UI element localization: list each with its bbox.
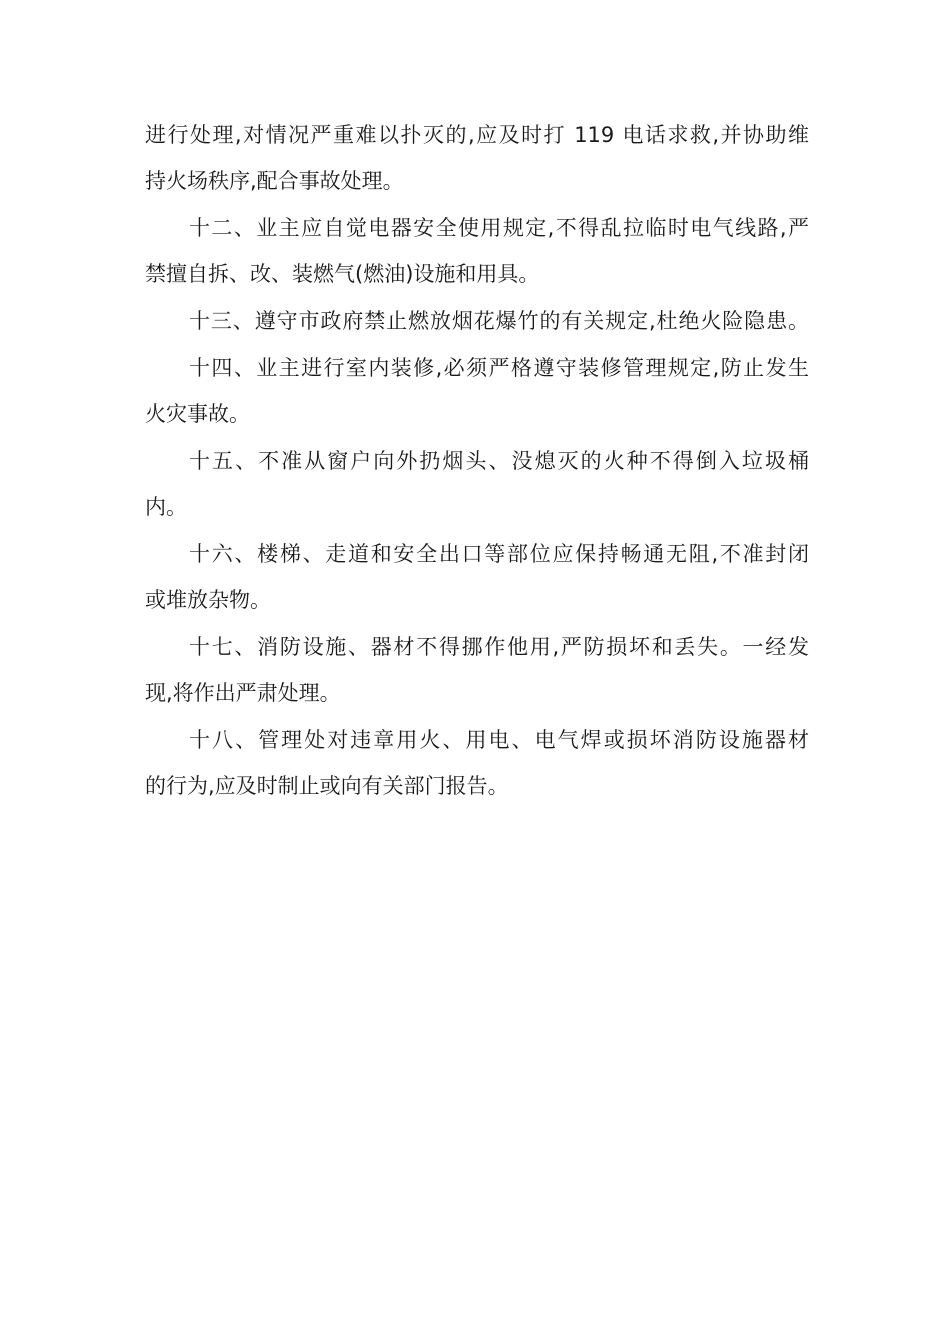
paragraph-line: 十八、管理处对违章用火、用电、电气焊或损坏消防设施器材 [189, 728, 809, 752]
paragraph-line: 现,将作出严肃处理。 [145, 681, 341, 705]
paragraph-line: 十三、遵守市政府禁止燃放烟花爆竹的有关规定,杜绝火险隐患。 [189, 309, 809, 333]
paragraph-line: 进行处理,对情况严重难以扑灭的,应及时打 119 电话求救,并协助维 [145, 123, 809, 147]
paragraph-line: 的行为,应及时制止或向有关部门报告。 [145, 774, 509, 798]
paragraph-line: 持火场秩序,配合事故处理。 [145, 169, 404, 193]
document-body [145, 112, 809, 809]
paragraph-line: 十五、不准从窗户向外扔烟头、没熄灭的火种不得倒入垃圾桶 [189, 449, 809, 473]
paragraph-line: 十七、消防设施、器材不得挪作他用,严防损坏和丢失。一经发 [189, 635, 809, 659]
paragraph-line: 十二、业主应自觉电器安全使用规定,不得乱拉临时电气线路,严 [189, 216, 809, 240]
paragraph-line: 十四、业主进行室内装修,必须严格遵守装修管理规定,防止发生 [189, 356, 809, 380]
paragraph-line: 火灾事故。 [145, 402, 250, 426]
paragraph-line: 十六、楼梯、走道和安全出口等部位应保持畅通无阻,不准封闭 [189, 542, 809, 566]
paragraph-line: 禁擅自拆、改、装燃气(燃油)设施和用具。 [145, 262, 540, 286]
paragraph-line: 内。 [145, 495, 187, 519]
paragraph-line: 或堆放杂物。 [145, 588, 271, 612]
